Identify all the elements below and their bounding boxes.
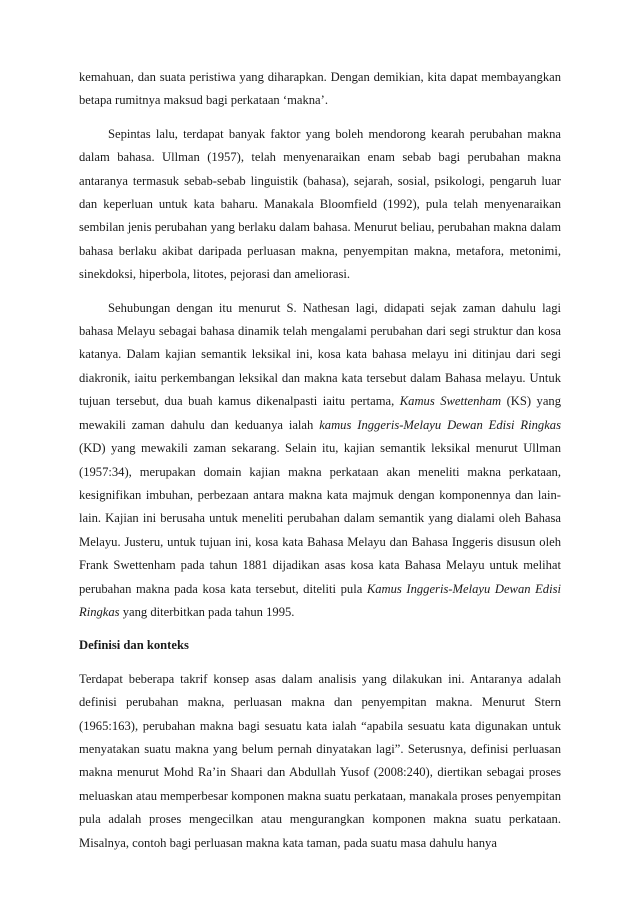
paragraph-text: yang diterbitkan pada tahun 1995. bbox=[119, 604, 295, 619]
italic-title-text: kamus Inggeris-Melayu Dewan Edisi Ringkas bbox=[319, 417, 561, 432]
body-paragraph bbox=[79, 123, 561, 287]
body-paragraph bbox=[79, 66, 561, 113]
paragraph-text: (KS) yang mewakili zaman dahulu dan keduanya ialah bbox=[79, 394, 562, 432]
italic-title-text: Kamus Swettenham bbox=[399, 394, 502, 409]
paragraphs-before-heading bbox=[79, 66, 561, 624]
document-body bbox=[79, 66, 561, 865]
italic-title-text: Kamus Inggeris-Melayu Dewan Edisi Ringkas bbox=[79, 581, 561, 619]
paragraphs-after-heading bbox=[79, 668, 561, 855]
paragraph-text: Sehubungan dengan itu menurut S. Nathesan lagi, didapati sejak zaman dahulu lagi bahasa Melayu sebagai bahasa dinamik telah mengalami perubahan dari segi struktur dan kosa katanya. Dalam kajian semantik leksikal ini, kosa kata bahasa melayu ini ditinjau dari segi diakronik, iaitu perkembangan leksikal dan makna kata tersebut dalam Bahasa melayu. Untuk tujuan tersebut, dua buah kamus dikenalpasti iaitu pertama, bbox=[79, 300, 561, 409]
paragraph-text: Sepintas lalu, terdapat banyak faktor yang boleh mendorong kearah perubahan makna dalam bahasa. Ullman (1957), telah menyenaraikan enam sebab bagi perubahan makna antaranya termasuk sebab-sebab linguistik (bahasa), sejarah, sosial, psikologi, pengaruh luar dan keperluan untuk kata baharu. Manakala Bloomfield (1992), pula telah menyenaraikan sembilan jenis perubahan yang berlaku dalam bahasa. Menurut beliau, perubahan makna dalam bahasa berlaku akibat daripada perluasan makna, penyempitan makna, metafora, metonimi, sinekdoksi, hiperbola, litotes, pejorasi dan ameliorasi. bbox=[79, 126, 561, 282]
paragraph-text: kemahuan, dan suata peristiwa yang diharapkan. Dengan demikian, kita dapat membayangkan betapa rumitnya maksud bagi perkataan ‘makna’. bbox=[79, 70, 561, 108]
paragraph-text: (KD) yang mewakili zaman sekarang. Selain itu, kajian semantik leksikal menurut Ullman (1957:34), merupakan domain kajian makna perkataan akan meneliti makna perkataan, kesignifikan imbuhan, perbezaan antara makna kata majmuk dengan komponennya dan lain-lain. Kajian ini berusaha untuk meneliti perubahan dalam semantik yang dialami oleh Bahasa Melayu. Justeru, untuk tujuan ini, kosa kata Bahasa Melayu dan Bahasa Inggeris disusun oleh Frank Swettenham pada tahun 1881 dijadikan asas kosa kata Bahasa Melayu untuk melihat perubahan makna pada kosa kata tersebut, diteliti pula bbox=[79, 441, 561, 596]
paragraph-text: Terdapat beberapa takrif konsep asas dalam analisis yang dilakukan ini. Antaranya adalah definisi perubahan makna, perluasan makna dan penyempitan makna. Menurut Stern (1965:163), perubahan makna bagi sesuatu kata ialah “apabila sesuatu kata digunakan untuk menyatakan suatu makna yang belum pernah dinyatakan lagi”. Seterusnya, definisi perluasan makna menurut Mohd Ra’in Shaari dan Abdullah Yusof (2008:240), diertikan sebagai proses meluaskan atau memperbesar komponen makna suatu perkataan, manakala proses penyempitan pula adalah proses mengecilkan atau mengurangkan komponen makna suatu perkataan. Misalnya, contoh bagi perluasan makna kata taman, pada suatu masa dahulu hanya bbox=[79, 671, 561, 850]
body-paragraph bbox=[79, 668, 561, 855]
section-heading: Definisi dan konteks bbox=[79, 638, 189, 653]
body-paragraph bbox=[79, 297, 561, 625]
